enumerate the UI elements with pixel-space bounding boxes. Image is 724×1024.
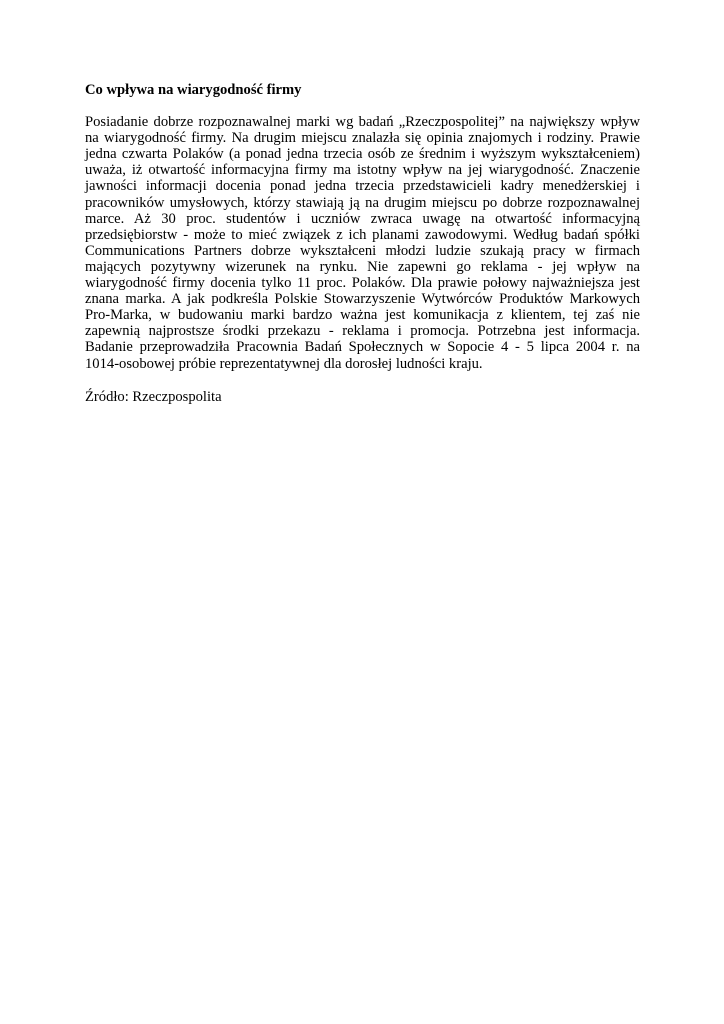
paragraph-line: uważa, iż otwartość informacyjna firmy ma istotny wpływ na jej wiarygodność. Znaczenie: [85, 162, 640, 179]
paragraph-line: marce. Aż 30 proc. studentów i uczniów zwraca uwagę na otwartość informacyjną: [85, 210, 640, 227]
paragraph-line: Badanie przeprowadziła Pracownia Badań Społecznych w Sopocie 4 - 5 lipca 2004 r. na: [85, 339, 640, 356]
paragraph-line: wiarygodność firmy docenia tylko 11 proc. Polaków. Dla prawie połowy najważniejsza jest: [85, 275, 640, 292]
paragraph-line: przedsiębiorstw - może to mieć związek z ich planami zawodowymi. Według badań spółki: [85, 226, 640, 243]
paragraph-line: zapewnią najprostsze środki przekazu - reklama i promocja. Potrzebna jest informacja.: [85, 323, 640, 340]
document-title: Co wpływa na wiarygodność firmy: [85, 82, 302, 98]
paragraph-line: Communications Partners dobrze wykształceni młodzi ludzie szukają pracy w firmach: [85, 242, 640, 259]
paragraph-line: jedna czwarta Polaków (a ponad jedna trzecia osób ze średnim i wyższym wykształceniem): [85, 146, 640, 163]
document-page: [85, 82, 640, 405]
source-citation: Źródło: Rzeczpospolita: [85, 388, 222, 405]
paragraph-line: pracowników umysłowych, którzy stawiają ją na drugim miejscu po dobrze rozpoznawalnej: [85, 194, 640, 211]
paragraph-line: na wiarygodność firmy. Na drugim miejscu znalazła się opinia znajomych i rodziny. Prawie: [85, 130, 640, 147]
paragraph-line: mających pozytywny wizerunek na rynku. Nie zapewni go reklama - jej wpływ na: [85, 258, 640, 275]
paragraph-line: Pro-Marka, w budowaniu marki bardzo ważna jest komunikacja z klientem, tej zaś nie: [85, 307, 640, 324]
paragraph-line: znana marka. A jak podkreśla Polskie Stowarzyszenie Wytwórców Produktów Markowych: [85, 291, 640, 308]
paragraph-line: jawności informacji docenia ponad jedna trzecia przedstawicieli kadry menedżerskiej i: [85, 178, 640, 195]
article-paragraph: [85, 114, 640, 372]
paragraph-line: 1014-osobowej próbie reprezentatywnej dla dorosłej ludności kraju.: [85, 355, 483, 372]
paragraph-line: Posiadanie dobrze rozpoznawalnej marki wg badań „Rzeczpospolitej” na największy wpływ: [85, 114, 640, 131]
